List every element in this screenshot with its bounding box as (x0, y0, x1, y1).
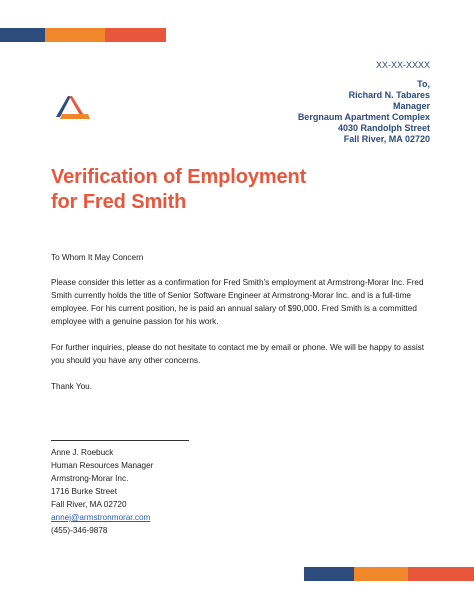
recipient-address-block (298, 79, 430, 145)
recipient-city: Fall River, MA 02720 (343, 134, 430, 144)
bottom-color-band (304, 567, 474, 581)
signer-email-link[interactable]: annej@armstronmorar.com (51, 513, 151, 522)
page-title (51, 165, 306, 215)
band-segment-red (408, 567, 474, 581)
signer-phone: (455)-346-9878 (51, 526, 108, 535)
band-segment-navy (304, 567, 354, 581)
band-segment-navy (0, 28, 45, 42)
recipient-company: Bergnaum Apartment Complex (297, 112, 430, 122)
band-segment-orange (45, 28, 105, 42)
signer-title: Human Resources Manager (51, 461, 154, 470)
recipient-name: Richard N. Tabares (348, 90, 430, 100)
band-segment-red (105, 28, 166, 42)
title-line-1: Verification of Employment (51, 166, 307, 188)
title-line-2: for Fred Smith (51, 191, 187, 213)
band-segment-orange (354, 567, 408, 581)
signature-block (51, 446, 153, 537)
recipient-title: Manager (392, 101, 430, 111)
signer-name: Anne J. Roebuck (51, 448, 114, 457)
triangle-logo-icon (52, 93, 90, 123)
signature-line (51, 440, 189, 441)
letter-closing: Thank You. (51, 382, 92, 391)
letter-greeting: To Whom It May Concern (51, 253, 144, 262)
letter-paragraph-1: Please consider this letter as a confirmation for Fred Smith’s employment at Armstrong-Morar Inc. Fred Smith currently holds the title of Senior Software Engineer at Armstrong-Morar Inc. and is a full-time employee. For his current position, he is paid an annual salary of $90,000. Fred Smith is a committed employee with a genuine passion for his work. (51, 278, 424, 326)
top-color-band (0, 28, 166, 42)
signer-city: Fall River, MA 02720 (51, 500, 127, 509)
signer-company: Armstrong-Morar Inc. (51, 474, 129, 483)
letter-date: XX-XX-XXXX (375, 60, 430, 70)
recipient-to: To, (417, 79, 430, 89)
letter-paragraph-2: For further inquiries, please do not hesitate to contact me by email or phone. We will be happy to assist you should you have any other concerns. (51, 343, 425, 365)
signer-street: 1716 Burke Street (51, 487, 117, 496)
recipient-street: 4030 Randolph Street (337, 123, 430, 133)
